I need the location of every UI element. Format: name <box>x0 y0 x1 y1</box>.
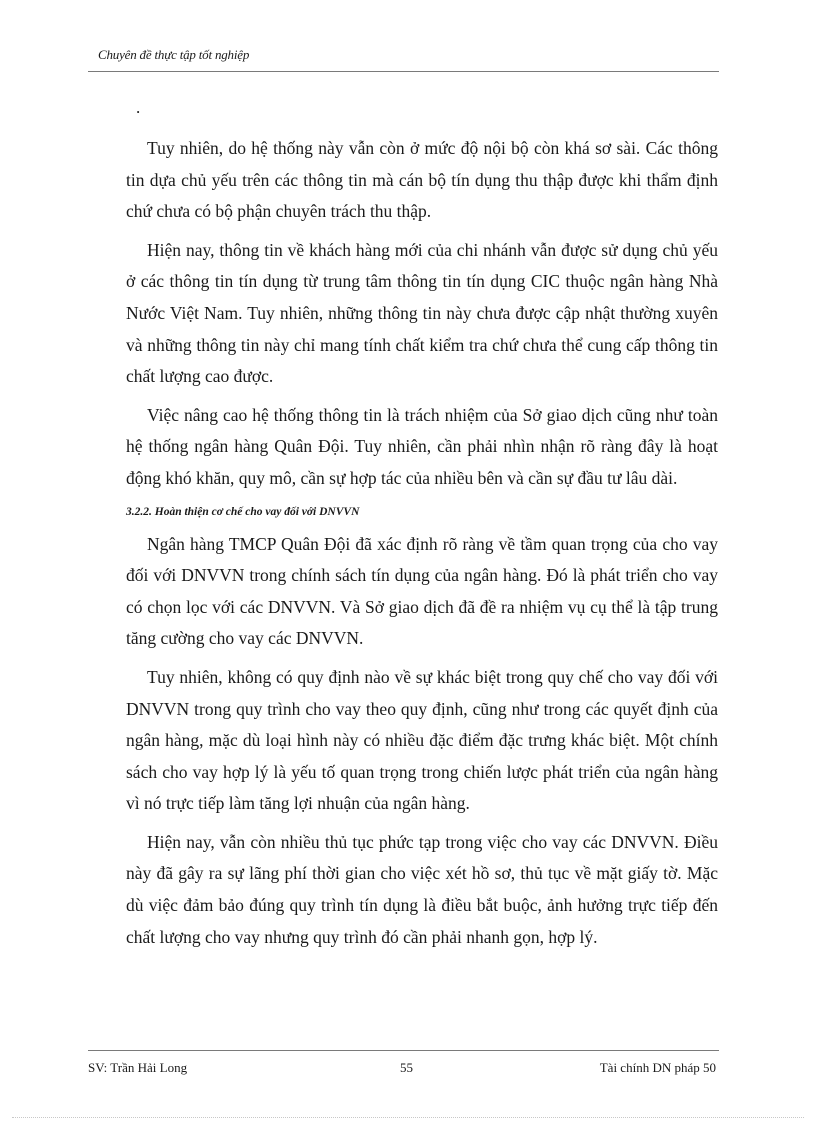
section-heading: 3.2.2. Hoàn thiện cơ chế cho vay đối với DNVVN <box>126 505 360 518</box>
stray-mark: . <box>136 98 141 117</box>
paragraph: Tuy nhiên, không có quy định nào về sự khác biệt trong quy chế cho vay đối với DNVVN trong quy trình cho vay theo quy định, cũng như trong các quyết định của ngân hàng, mặc dù loại hình này có nhiều đặc điểm đặc trưng khác biệt. Một chính sách cho vay hợp lý là yếu tố quan trọng trong chiến lược phát triển của ngân hàng vì nó trực tiếp làm tăng lợi nhuận của ngân hàng. <box>126 666 718 814</box>
page-edge <box>12 1117 804 1118</box>
paragraph: Việc nâng cao hệ thống thông tin là trách nhiệm của Sở giao dịch cũng như toàn hệ thống ngân hàng Quân Đội. Tuy nhiên, cần phải nhìn nhận rõ ràng đây là hoạt động khó khăn, quy mô, cần sự hợp tác của nhiều bên và cần sự đầu tư lâu dài. <box>126 404 718 488</box>
header-divider <box>88 71 719 72</box>
body-text <box>126 133 718 953</box>
footer-class: Tài chính DN pháp 50 <box>599 1060 716 1075</box>
paragraph: Hiện nay, thông tin về khách hàng mới của chi nhánh vẫn được sử dụng chủ yếu ở các thông tin tín dụng từ trung tâm thông tin tín dụng CIC thuộc ngân hàng Nhà Nước Việt Nam. Tuy nhiên, những thông tin này chưa được cập nhật thường xuyên và những thông tin này chỉ mang tính chất kiểm tra chứ chưa thể cung cấp thông tin chất lượng cao được. <box>126 239 718 387</box>
paragraph: Tuy nhiên, do hệ thống này vẫn còn ở mức độ nội bộ còn khá sơ sài. Các thông tin dựa chủ yếu trên các thông tin mà cán bộ tín dụng thu thập được khi thẩm định chứ chưa có bộ phận chuyên trách thu thập. <box>126 138 718 222</box>
header-title: Chuyên đề thực tập tốt nghiệp <box>98 47 250 62</box>
paragraph: Ngân hàng TMCP Quân Đội đã xác định rõ ràng về tầm quan trọng của cho vay đối với DNVVN trong chính sách tín dụng của ngân hàng. Đó là phát triển cho vay có chọn lọc với các DNVVN. Và Sở giao dịch đã đề ra nhiệm vụ cụ thể là tập trung tăng cường cho vay các DNVVN. <box>126 533 718 649</box>
paragraph: Hiện nay, vẫn còn nhiều thủ tục phức tạp trong việc cho vay các DNVVN. Điều này đã gây ra sự lãng phí thời gian cho việc xét hồ sơ, thủ tục về mặt giấy tờ. Mặc dù việc đảm bảo đúng quy trình tín dụng là điều bắt buộc, ảnh hưởng trực tiếp đến chất lượng cho vay nhưng quy trình đó cần phải nhanh gọn, hợp lý. <box>126 831 718 947</box>
footer-student: SV: Trần Hải Long <box>88 1060 188 1075</box>
page-number: 55 <box>400 1060 413 1075</box>
footer-divider <box>88 1050 719 1051</box>
